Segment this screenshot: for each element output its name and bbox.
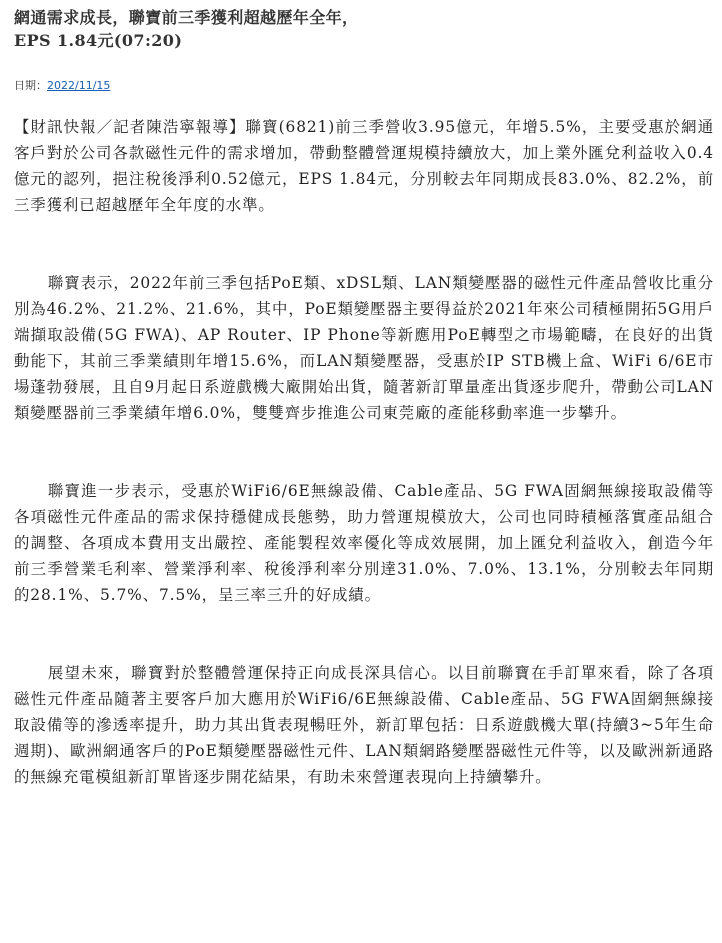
publish-date bbox=[14, 79, 714, 93]
date-link[interactable]: 2022/11/15 bbox=[47, 79, 111, 92]
paragraph-margins: 聯寶進一步表示，受惠於WiFi6/6E無線設備、Cable產品、5G FWA固網無線接取設備等各項磁性元件產品的需求保持穩健成長態勢，助力營運規模放大，公司也同時積極落實產品組合的調整、各項成本費用支出嚴控、產能製程效率優化等成效展開，加上匯兌利益收入，創造今年前三季營業毛利率、營業淨利率、稅後淨利率分別達31.0%、7.0%、13.1%，分別較去年同期的28.1%、5.7%、7.5%，呈三率三升的好成績。 bbox=[14, 482, 714, 604]
headline-line-1: 網通需求成長，聯寶前三季獲利超越歷年全年， bbox=[14, 8, 359, 27]
article-body bbox=[14, 114, 714, 790]
headline-line-2: EPS 1.84元(07:20) bbox=[14, 31, 183, 50]
article-headline bbox=[14, 6, 714, 52]
news-article bbox=[14, 6, 714, 842]
paragraph-outlook: 展望未來，聯寶對於整體營運保持正向成長深具信心。以目前聯寶在手訂單來看，除了各項磁性元件產品隨著主要客戶加大應用於WiFi6/6E無線設備、Cable產品、5G FWA固網無線接取設備等的滲透率提升，助力其出貨表現暢旺外，新訂單包括：日系遊戲機大單(持續3~5年生命週期)、歐洲網通客戶的PoE類變壓器磁性元件、LAN類網路變壓器磁性元件等，以及歐洲新通路的無線充電模組新訂單皆逐步開花結果，有助未來營運表現向上持續攀升。 bbox=[14, 664, 714, 786]
paragraph-product-mix: 聯寶表示，2022年前三季包括PoE類、xDSL類、LAN類變壓器的磁性元件產品營收比重分別為46.2%、21.2%、21.6%，其中，PoE類變壓器主要得益於2021年來公司積極開拓5G用戶端擷取設備(5G FWA)、AP Router、IP Phone等新應用PoE轉型之市場範疇，在良好的出貨動能下，其前三季業績則年增15.6%，而LAN類變壓器，受惠於IP STB機上盒、WiFi 6/6E市場蓬勃發展，且自9月起日系遊戲機大廠開始出貨，隨著新訂單量產出貨逐步爬升，帶動公司LAN類變壓器前三季業績年增6.0%，雙雙齊步推進公司東莞廠的產能移動率進一步攀升。 bbox=[14, 274, 714, 422]
date-label: 日期： bbox=[14, 79, 47, 92]
paragraph-lead: 【財訊快報／記者陳浩寧報導】聯寶(6821)前三季營收3.95億元，年增5.5%，主要受惠於網通客戶對於公司各款磁性元件的需求增加，帶動整體營運規模持續放大，加上業外匯兌利益收入0.4億元的認列，挹注稅後淨利0.52億元，EPS 1.84元，分別較去年同期成長83.0%、82.2%，前三季獲利已超越歷年全年度的水準。 bbox=[14, 118, 714, 214]
